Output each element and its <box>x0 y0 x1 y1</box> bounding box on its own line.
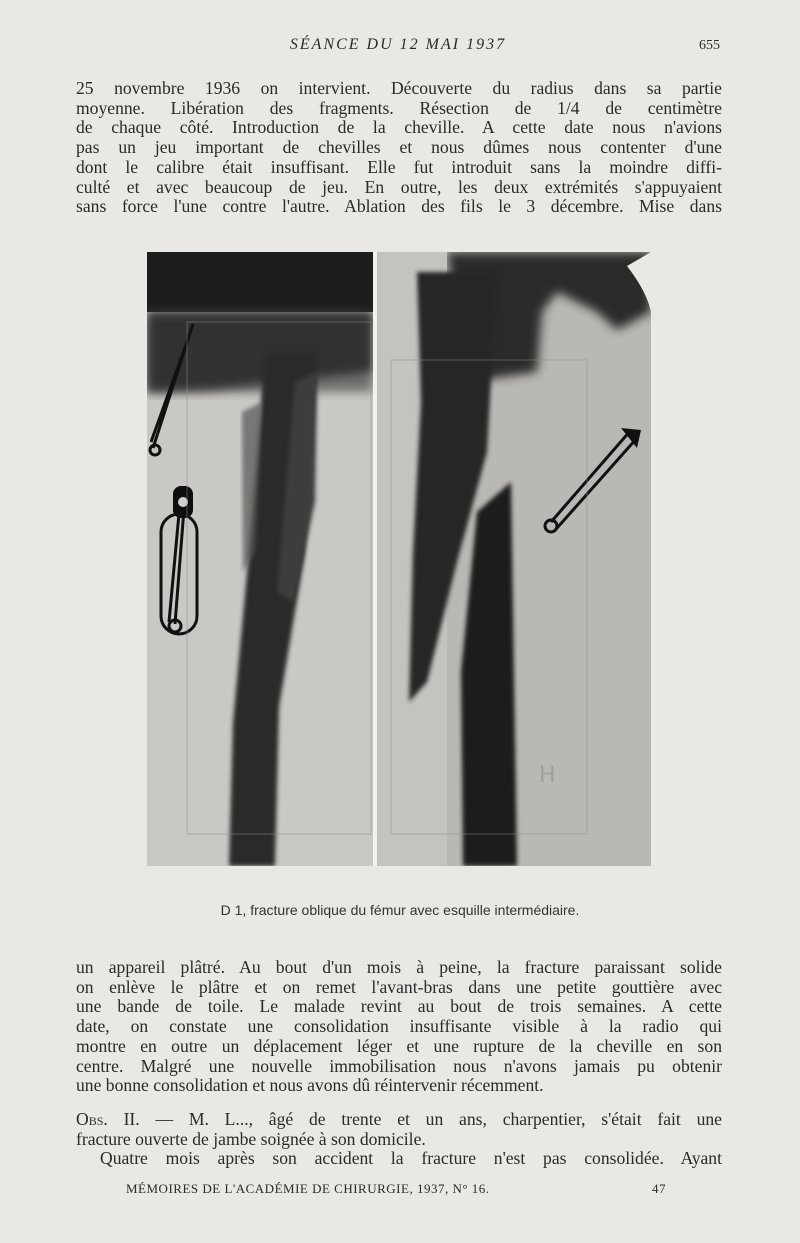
text-line: culté et avec beaucoup de jeu. En outre, les deux extrémités s'appuyaient <box>76 176 722 197</box>
observation-lead: Obs. II. <box>76 1109 140 1129</box>
text-line: pas un jeu important de chevilles et nous dûmes nous contenter d'une <box>76 137 722 158</box>
body-paragraph-3 <box>76 1110 722 1169</box>
film-label: H <box>539 763 556 788</box>
text-line <box>76 1110 722 1130</box>
text-line: Quatre mois après son accident la fracture n'est pas consolidée. Ayant <box>100 1148 722 1169</box>
body-paragraph-1 <box>76 79 722 217</box>
sheet-number: 47 <box>652 1181 666 1196</box>
xray-figure <box>147 252 651 866</box>
text-line: une bonne consolidation et nous avons dû réintervenir récemment. <box>76 1075 544 1096</box>
xray-images <box>147 252 651 866</box>
text-line: moyenne. Libération des fragments. Résection de 1/4 de centimètre <box>76 97 722 118</box>
text-line: de chaque côté. Introduction de la cheville. A cette date nous n'avions <box>76 117 722 138</box>
text-line: on enlève le plâtre et on remet l'avant-bras dans une petite gouttière avec <box>76 976 722 997</box>
text-line: date, on constate une consolidation insuffisante visible à la radio qui <box>76 1016 722 1037</box>
text-run: — M. L..., âgé de trente et un ans, charpentier, s'était fait une <box>139 1109 722 1129</box>
text-line: montre en outre un déplacement léger et une rupture de la cheville en son <box>76 1035 722 1056</box>
running-title: SÉANCE DU 12 MAI 1937 <box>289 36 507 53</box>
page-header <box>76 36 720 58</box>
figure-caption: D 1, fracture oblique du fémur avec esquille intermédiaire. <box>220 902 580 918</box>
text-line: dont le calibre était insuffisant. Elle fut introduit sans la moindre diffi- <box>76 156 722 177</box>
left-radiograph <box>147 252 373 866</box>
body-paragraph-2 <box>76 958 722 1096</box>
right-radiograph <box>377 252 651 866</box>
journal-reference: MÉMOIRES DE L'ACADÉMIE DE CHIRURGIE, 1937, N° 16. <box>126 1181 490 1196</box>
page-footer <box>126 1181 666 1197</box>
text-line: sans force l'une contre l'autre. Ablation des fils le 3 décembre. Mise dans <box>76 196 722 217</box>
text-line: une bande de toile. Le malade revint au bout de trois semaines. A cette <box>76 996 722 1017</box>
page-number: 655 <box>699 38 720 53</box>
text-line: un appareil plâtré. Au bout d'un mois à peine, la fracture paraissant solide <box>76 957 722 977</box>
text-line: 25 novembre 1936 on intervient. Découverte du radius dans sa partie <box>76 78 722 98</box>
text-line: fracture ouverte de jambe soignée à son domicile. <box>76 1128 426 1149</box>
text-line: centre. Malgré une nouvelle immobilisation nous n'avons jamais pu obtenir <box>76 1055 722 1076</box>
